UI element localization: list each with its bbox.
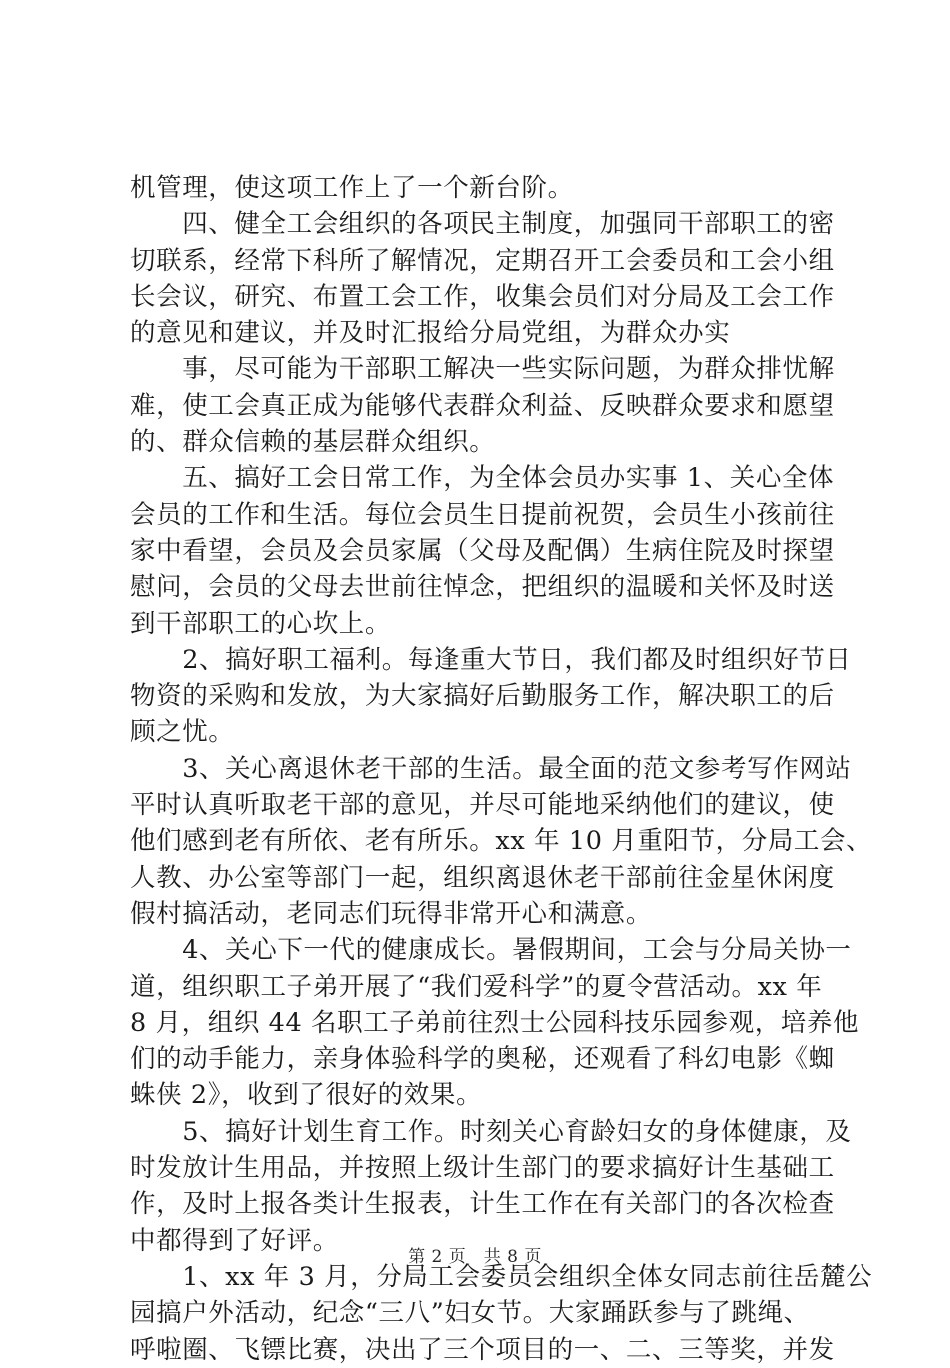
text-line: 顾之忧。	[130, 717, 235, 748]
text-line: 机管理，使这项工作上了一个新台阶。	[130, 173, 574, 203]
text-line: 2、搞好职工福利。每逢重大节日，我们都及时组织好节日	[130, 644, 852, 675]
text-line: 道，组织职工子弟开展了“我们爱科学”的夏令营活动。xx 年	[130, 971, 823, 1002]
text-line: 3、关心离退休老干部的生活。最全面的范文参考写作网站	[130, 753, 852, 784]
text-line: 难，使工会真正成为能够代表群众利益、反映群众要求和愿望	[130, 390, 835, 421]
text-line: 呼啦圈、飞镖比赛，决出了三个项目的一、二、三等奖，并发	[130, 1334, 835, 1365]
text-line: 五、搞好工会日常工作，为全体会员办实事 1、关心全体	[130, 463, 835, 494]
text-line: 平时认真听取老干部的意见，并尽可能地采纳他们的建议，使	[130, 790, 835, 821]
text-line: 家中看望，会员及会员家属（父母及配偶）生病住院及时探望	[130, 535, 835, 566]
text-line: 中都得到了好评。	[130, 1225, 339, 1256]
text-line: 物资的采购和发放，为大家搞好后勤服务工作，解决职工的后	[130, 681, 835, 712]
text-line: 事，尽可能为干部职工解决一些实际问题，为群众排忧解	[130, 354, 835, 385]
text-line: 蛛侠 2》，收到了很好的效果。	[130, 1080, 483, 1111]
text-line: 们的动手能力，亲身体验科学的奥秘，还观看了科幻电影《蜘	[130, 1044, 835, 1075]
text-line: 他们感到老有所依、老有所乐。xx 年 10 月重阳节，分局工会、	[130, 826, 873, 857]
text-line: 的、群众信赖的基层群众组织。	[130, 427, 496, 458]
text-line: 园搞户外活动，纪念“三八”妇女节。大家踊跃参与了跳绳、	[130, 1298, 810, 1329]
text-line: 切联系，经常下科所了解情况，定期召开工会委员和工会小组	[130, 245, 835, 276]
text-line: 4、关心下一代的健康成长。暑假期间，工会与分局关协一	[130, 935, 852, 966]
text-line: 假村搞活动，老同志们玩得非常开心和满意。	[130, 898, 653, 929]
document-body	[130, 170, 873, 1368]
text-line: 长会议，研究、布置工会工作，收集会员们对分局及工会工作	[130, 281, 835, 312]
text-line: 会员的工作和生活。每位会员生日提前祝贺，会员生小孩前往	[130, 499, 835, 530]
page-number-footer: 第 2 页 共 8 页	[408, 1247, 542, 1267]
text-line: 1、xx 年 3 月，分局工会委员会组织全体女同志前往岳麓公	[130, 1261, 873, 1292]
text-line: 慰问，会员的父母去世前往悼念，把组织的温暖和关怀及时送	[130, 572, 835, 603]
text-line: 5、搞好计划生育工作。时刻关心育龄妇女的身体健康，及	[130, 1116, 852, 1147]
text-line: 的意见和建议，并及时汇报给分局党组，为群众办实	[130, 318, 731, 349]
text-line: 人教、办公室等部门一起，组织离退休老干部前往金星休闲度	[130, 862, 835, 893]
text-line: 8 月，组织 44 名职工子弟前往烈士公园科技乐园参观，培养他	[130, 1007, 860, 1038]
text-line: 到干部职工的心坎上。	[130, 608, 392, 639]
text-line: 时发放计生用品，并按照上级计生部门的要求搞好计生基础工	[130, 1153, 835, 1184]
text-line: 四、健全工会组织的各项民主制度，加强同干部职工的密	[130, 209, 835, 240]
text-line: 作，及时上报各类计生报表，计生工作在有关部门的各次检查	[130, 1189, 835, 1220]
